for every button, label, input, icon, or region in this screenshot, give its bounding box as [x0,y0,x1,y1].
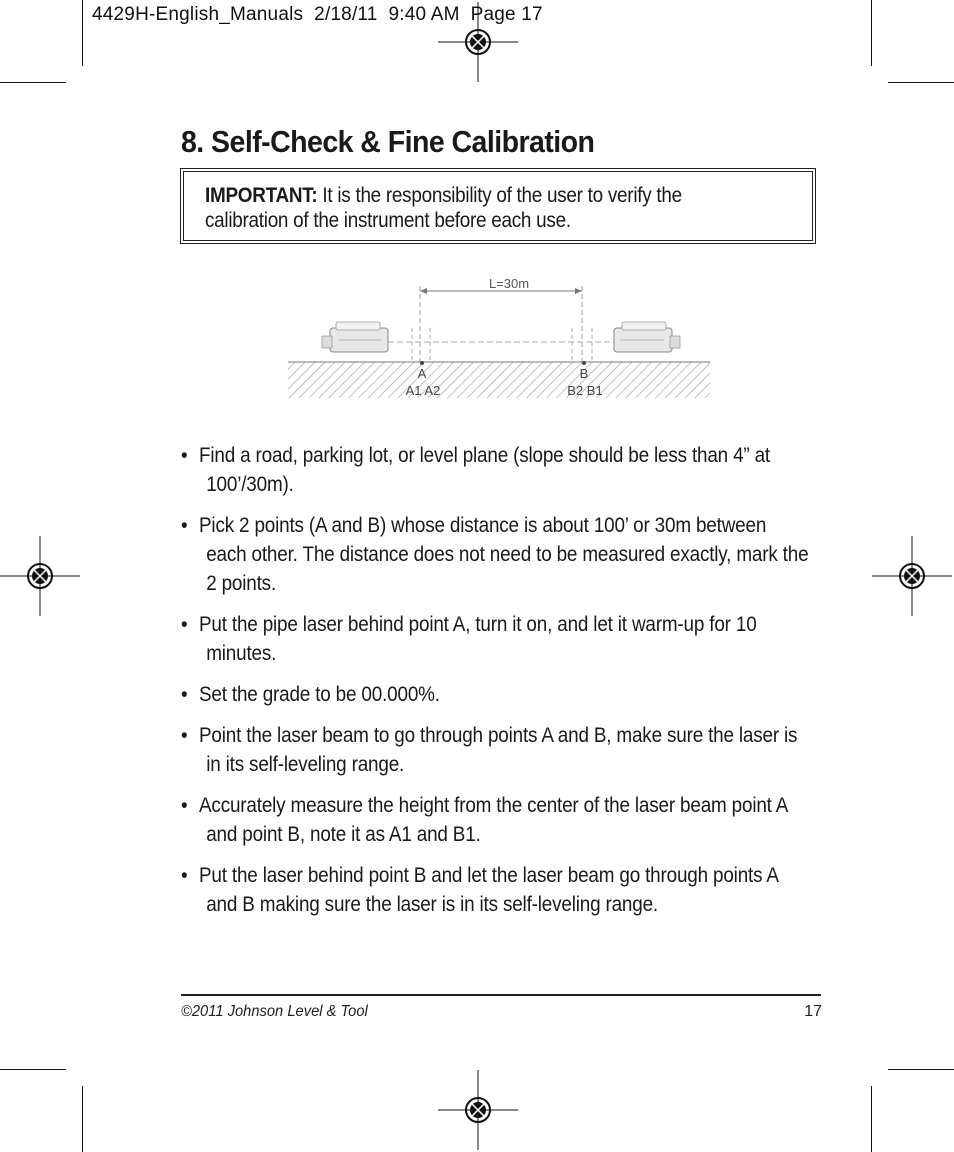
registration-mark-top-icon [438,2,518,82]
crop-mark-bottom-left-h [0,1069,66,1070]
bullet-icon: • [181,864,188,887]
b2-b1-label: B2 B1 [567,383,603,398]
registration-mark-bottom-icon [438,1070,518,1150]
bullet-icon: • [181,794,188,817]
crop-mark-top-right-h [888,82,954,83]
list-item: • Pick 2 points (A and B) whose distance is about 100’ or 30m between each other. The distance does not need to be measured exactly, mark the 2 points. [181,511,811,598]
bullet-icon: • [181,514,188,537]
list-item: • Find a road, parking lot, or level plane (slope should be less than 4” at 100’/30m). [181,441,811,499]
calibration-diagram [280,268,720,408]
instruction-list [181,441,811,931]
bullet-icon: • [181,724,188,747]
point-b-marker [582,361,586,365]
page-number: 17 [804,1003,822,1020]
list-item: • Put the laser behind point B and let the laser beam go through points A and B making sure the laser is in its self-leveling range. [181,861,811,919]
important-text: It is the responsibility of the user to verify the calibration of the instrument before each use. [205,184,682,232]
list-item: • Point the laser beam to go through points A and B, make sure the laser is in its self-leveling range. [181,721,811,779]
list-item: • Accurately measure the height from the center of the laser beam point A and point B, note it as A1 and B1. [181,791,811,849]
footer-copyright: ©2011 Johnson Level & Tool [181,1003,368,1020]
pipe-laser-right-icon [614,322,680,352]
ground-hatch [288,362,710,398]
important-label: IMPORTANT: [205,184,318,207]
crop-mark-bottom-right-v [871,1086,872,1152]
page-title: 8. Self-Check & Fine Calibration [181,124,595,159]
bullet-icon: • [181,444,188,467]
point-a-label: A [417,366,427,381]
point-a-marker [420,361,424,365]
crop-mark-top-right-v [871,0,872,66]
point-b-label: B [579,366,589,381]
bullet-icon: • [181,613,188,636]
print-slug: 4429H-English_Manuals 2/18/11 9:40 AM Page 17 [92,4,543,25]
crop-mark-top-left-h [0,82,66,83]
a1-a2-label: A1 A2 [405,383,441,398]
registration-mark-right-icon [872,536,952,616]
registration-mark-left-icon [0,536,80,616]
important-notice [205,183,745,233]
footer-rule [181,994,821,996]
list-item: • Put the pipe laser behind point A, turn it on, and let it warm-up for 10 minutes. [181,610,811,668]
distance-label: L=30m [488,276,530,291]
crop-mark-top-left-v [82,0,83,66]
list-item: • Set the grade to be 00.000%. [181,680,811,709]
crop-mark-bottom-left-v [82,1086,83,1152]
bullet-icon: • [181,683,188,706]
pipe-laser-left-icon [322,322,388,352]
crop-mark-bottom-right-h [888,1069,954,1070]
